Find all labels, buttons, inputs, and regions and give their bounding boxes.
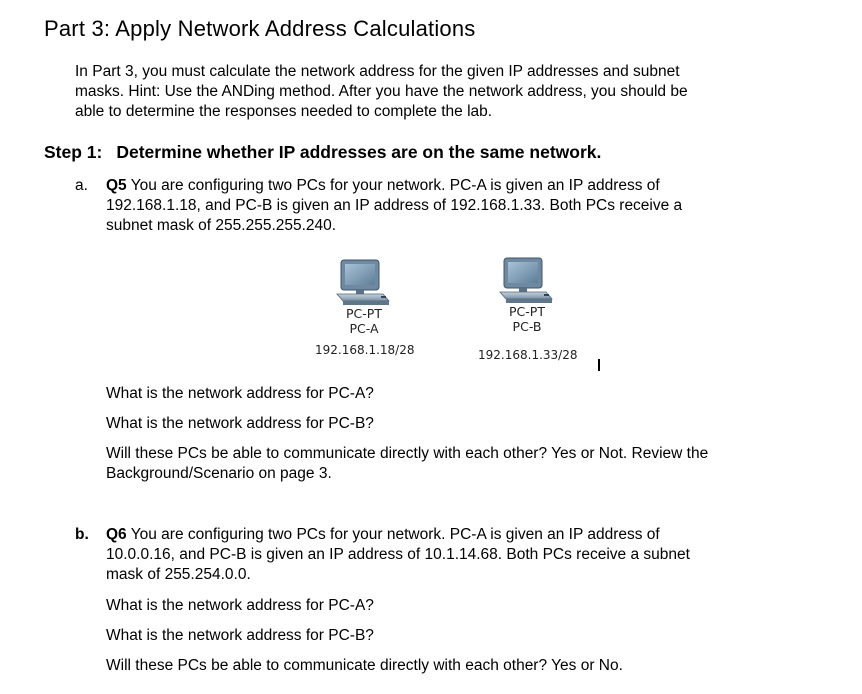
item-b-line-text: You are configuring two PCs for your network. PC-A is given an IP address of — [126, 526, 660, 543]
question-a3-line: Background/Scenario on page 3. — [106, 465, 332, 482]
step-heading — [44, 142, 601, 163]
step-number: Step 1: — [44, 142, 103, 162]
item-b-line — [106, 525, 690, 545]
pc-b-icon — [497, 256, 557, 306]
item-letter-a: a. — [75, 177, 88, 194]
pc-b-ip: 192.168.1.33/28 — [478, 348, 578, 362]
item-b-line: mask of 255.254.0.0. — [106, 566, 251, 583]
pc-b-type: PC-PT — [509, 304, 545, 319]
pc-a-icon — [334, 258, 394, 308]
question-a2: What is the network address for PC-B? — [106, 415, 374, 432]
question-b2: What is the network address for PC-B? — [106, 627, 374, 644]
pc-b-caption — [498, 304, 556, 334]
question-a3-line: Will these PCs be able to communicate directly with each other? Yes or Not. Review the — [106, 445, 709, 462]
intro-paragraph — [75, 62, 688, 122]
item-a-text — [106, 176, 682, 236]
pc-a-caption — [335, 306, 393, 336]
item-letter-b: b. — [75, 526, 89, 543]
question-a3 — [106, 444, 708, 484]
question-b3: Will these PCs be able to communicate directly with each other? Yes or No. — [106, 657, 623, 674]
step-title: Determine whether IP addresses are on the same network. — [116, 142, 602, 162]
item-a-line: 192.168.1.18, and PC-B is given an IP address of 192.168.1.33. Both PCs receive a — [106, 197, 683, 214]
question-label: Q5 — [106, 177, 127, 194]
intro-line: able to determine the responses needed to complete the lab. — [75, 103, 493, 120]
item-a-line: subnet mask of 255.255.255.240. — [106, 217, 337, 234]
item-b-text — [106, 525, 690, 585]
intro-line: masks. Hint: Use the ANDing method. After you have the network address, you should be — [75, 83, 688, 100]
pc-b-name: PC-B — [512, 319, 542, 334]
question-b1: What is the network address for PC-A? — [106, 597, 374, 614]
pc-icon — [334, 258, 394, 308]
question-a1: What is the network address for PC-A? — [106, 385, 374, 402]
pc-icon — [497, 256, 557, 306]
intro-line: In Part 3, you must calculate the network address for the given IP addresses and subnet — [75, 63, 680, 80]
part-title: Part 3: Apply Network Address Calculations — [44, 16, 476, 41]
question-label: Q6 — [106, 526, 127, 543]
pc-a-type: PC-PT — [346, 306, 382, 321]
pc-a-name: PC-A — [349, 321, 379, 336]
text-cursor — [598, 359, 600, 371]
item-b-line: 10.0.0.16, and PC-B is given an IP address of 10.1.14.68. Both PCs receive a subnet — [106, 546, 690, 563]
pc-a-ip: 192.168.1.18/28 — [315, 343, 415, 357]
item-a-line-text: You are configuring two PCs for your network. PC-A is given an IP address of — [126, 177, 660, 194]
item-a-line — [106, 176, 682, 196]
